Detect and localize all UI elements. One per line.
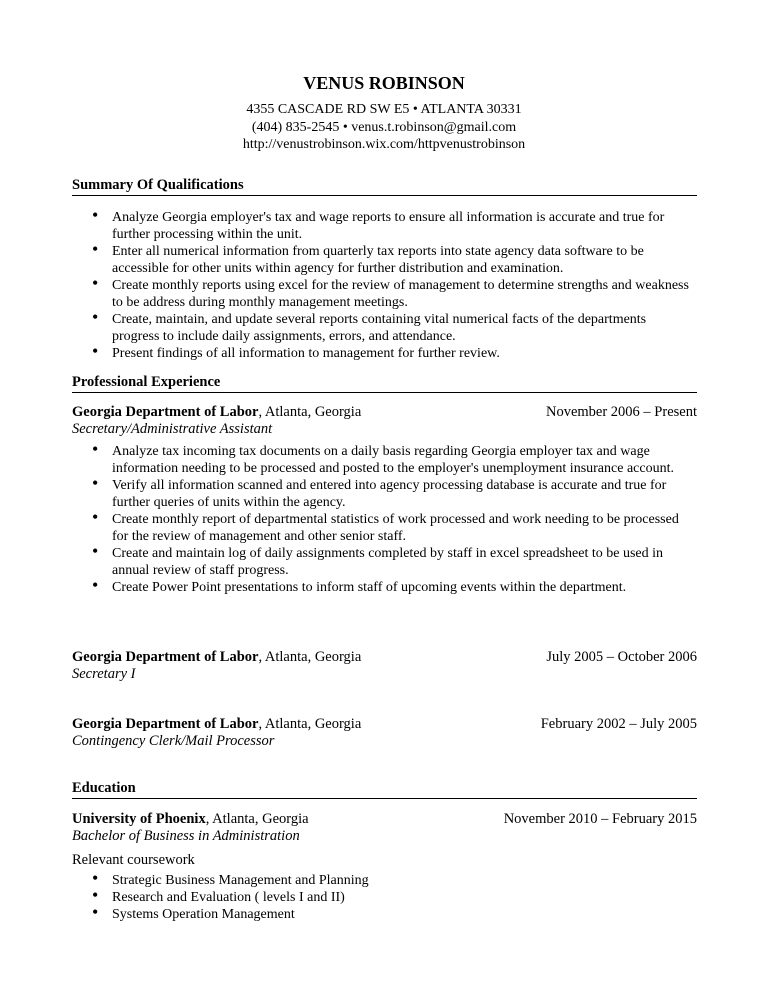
job-title: Contingency Clerk/Mail Processor — [72, 733, 275, 749]
list-item: • Create monthly reports using excel for the review of management to determine strengths and weakness to be address during monthly management meetings. — [72, 277, 697, 311]
list-item: • Systems Operation Management — [72, 906, 697, 923]
job-duties-list — [72, 443, 697, 596]
list-item: • Present findings of all information to management for further review. — [72, 345, 697, 362]
job-location: , Atlanta, Georgia — [258, 649, 362, 665]
candidate-name: VENUS ROBINSON — [303, 73, 465, 93]
list-item: • Create monthly report of departmental statistics of work processed and work needing to be processed for the review of management and other senior staff. — [72, 511, 697, 545]
job-location: , Atlanta, Georgia — [258, 404, 362, 420]
list-item: • Create and maintain log of daily assignments completed by staff in excel spreadsheet to be used in annual review of staff progress. — [72, 545, 697, 579]
school-name: University of Phoenix — [72, 811, 206, 827]
list-item: • Create Power Point presentations to inform staff of upcoming events within the department. — [72, 579, 697, 596]
summary-heading: Summary Of Qualifications — [72, 177, 697, 196]
employer-name: Georgia Department of Labor — [72, 404, 259, 420]
list-item: • Strategic Business Management and Planning — [72, 872, 697, 889]
list-item: • Enter all numerical information from quarterly tax reports into state agency data software to be accessible for other units within agency for further distribution and examination. — [72, 243, 697, 277]
job-dates: February 2002 – July 2005 — [540, 716, 697, 732]
list-item: • Research and Evaluation ( levels I and II) — [72, 889, 697, 906]
job-dates: November 2006 – Present — [545, 404, 697, 420]
employer-name: Georgia Department of Labor — [72, 649, 259, 665]
coursework-list — [72, 872, 697, 923]
job-header — [72, 716, 697, 733]
employer-name: Georgia Department of Labor — [72, 716, 259, 732]
website-link[interactable]: http://venustrobinson.wix.com/httpvenustrobinson — [242, 137, 526, 152]
list-item: • Verify all information scanned and entered into agency processing database is accurate and true for further queries of units within the agency. — [72, 477, 697, 511]
list-item: • Analyze Georgia employer's tax and wage reports to ensure all information is accurate and true for further processing within the unit. — [72, 209, 697, 243]
school-location: , Atlanta, Georgia — [205, 811, 309, 827]
job-title: Secretary/Administrative Assistant — [72, 421, 273, 437]
job-title: Secretary I — [72, 666, 136, 682]
coursework-label: Relevant coursework — [72, 852, 195, 868]
list-item: • Analyze tax incoming tax documents on a daily basis regarding Georgia employer tax and wage information needing to be processed and posted to the employer's unemployment insurance account. — [72, 443, 697, 477]
degree: Bachelor of Business in Administration — [72, 828, 300, 844]
summary-list — [72, 209, 697, 362]
experience-heading: Professional Experience — [72, 374, 697, 393]
address: 4355 CASCADE RD SW E5 • ATLANTA 30331 — [246, 102, 522, 117]
list-item: • Create, maintain, and update several reports containing vital numerical facts of the departments progress to include daily assignments, errors, and attendance. — [72, 311, 697, 345]
job-header — [72, 649, 697, 666]
job-header — [72, 404, 697, 421]
school-header — [72, 811, 697, 828]
job-dates: July 2005 – October 2006 — [546, 649, 697, 665]
phone-email: (404) 835-2545 • venus.t.robinson@gmail.com — [251, 120, 517, 135]
job-location: , Atlanta, Georgia — [258, 716, 362, 732]
education-heading: Education — [72, 780, 697, 799]
school-dates: November 2010 – February 2015 — [503, 811, 697, 827]
